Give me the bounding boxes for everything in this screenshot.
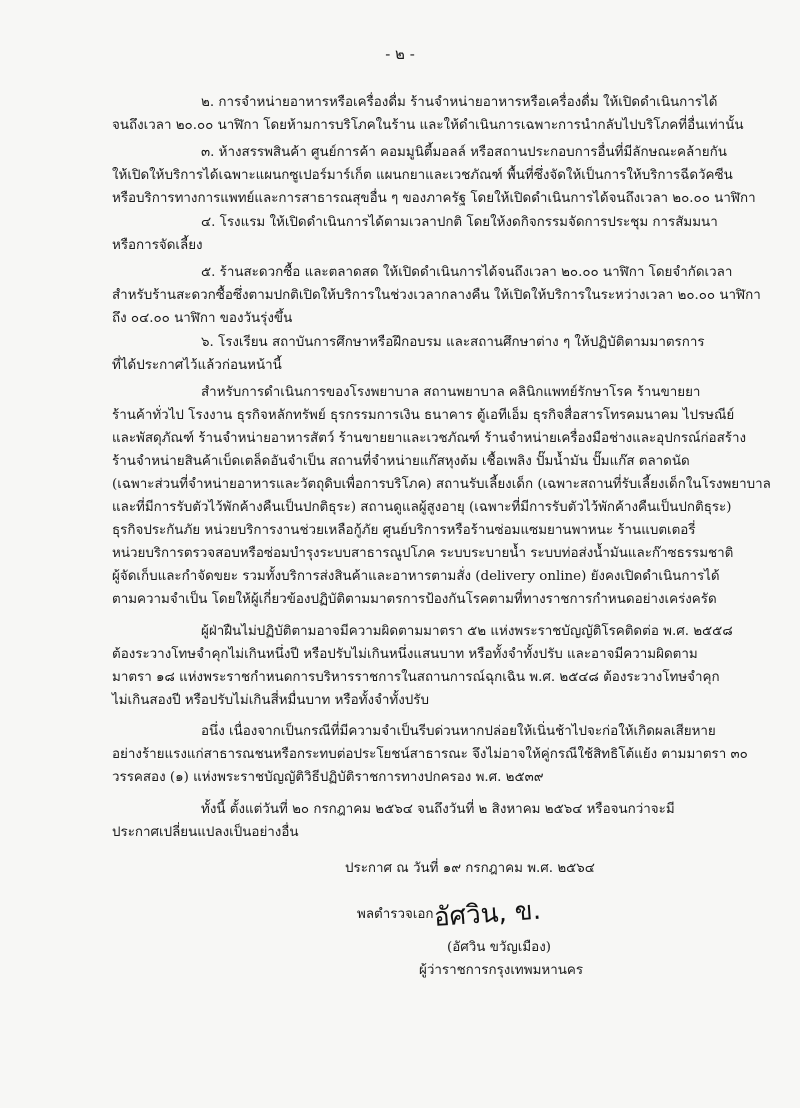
text-line: ร้านค้าทั่วไป โรงงาน ธุรกิจหลักทรัพย์ ธุรกรรมการเงิน ธนาคาร ตู้เอทีเอ็ม ธุรกิจสื่อสารโทรคมนาคม ไปรษณีย์ <box>112 408 735 423</box>
text-line: ผู้ฝ่าฝืนไม่ปฏิบัติตามอาจมีความผิดตามมาตรา ๕๒ แห่งพระราชบัญญัติโรคติดต่อ พ.ศ. ๒๕๕๘ <box>201 624 733 639</box>
text-line: ๕. ร้านสะดวกซื้อ และตลาดสด ให้เปิดดำเนินการได้จนถึงเวลา ๒๐.๐๐ นาฬิกา โดยจำกัดเวลา <box>201 265 733 280</box>
text-line: ผู้จัดเก็บและกำจัดขยะ รวมทั้งบริการส่งสินค้าและอาหารตามสั่ง (delivery online) ยังคงเปิดดำเนินการได้ <box>112 569 720 584</box>
text-line: ตามความจำเป็น โดยให้ผู้เกี่ยวข้องปฏิบัติตามมาตรการป้องกันโรคตามที่ทางราชการกำหนดอย่างเคร่งครัด <box>112 592 717 607</box>
signer-rank: พลตำรวจเอก <box>357 907 434 922</box>
text-line: ทั้งนี้ ตั้งแต่วันที่ ๒๐ กรกฎาคม ๒๕๖๔ จนถึงวันที่ ๒ สิงหาคม ๒๕๖๔ หรือจนกว่าจะมี <box>201 802 675 817</box>
text-line: ประกาศเปลี่ยนแปลงเป็นอย่างอื่น <box>112 825 299 840</box>
announcement-date: ประกาศ ณ วันที่ ๑๙ กรกฎาคม พ.ศ. ๒๕๖๔ <box>345 861 595 876</box>
text-line: ที่ได้ประกาศไว้แล้วก่อนหน้านี้ <box>112 358 282 373</box>
signer-name: (อัศวิน ขวัญเมือง) <box>447 940 551 955</box>
text-line: และพัสดุภัณฑ์ ร้านจำหน่ายอาหารสัตว์ ร้านขายยาและเวชภัณฑ์ ร้านจำหน่ายเครื่องมือช่างและอุปกรณ์ก่อสร้าง <box>112 431 747 446</box>
text-line: ๖. โรงเรียน สถาบันการศึกษาหรือฝึกอบรม และสถานศึกษาต่าง ๆ ให้ปฏิบัติตามมาตรการ <box>201 335 705 350</box>
signer-title: ผู้ว่าราชการกรุงเทพมหานคร <box>419 963 584 978</box>
text-line: ๔. โรงแรม ให้เปิดดำเนินการได้ตามเวลาปกติ โดยให้งดกิจกรรมจัดการประชุม การสัมมนา <box>201 215 718 230</box>
text-line: สำหรับร้านสะดวกซื้อซึ่งตามปกติเปิดให้บริการในช่วงเวลากลางคืน ให้เปิดให้บริการในระหว่างเวลา ๒๐.๐๐ นาฬิกา <box>112 288 761 303</box>
text-line: วรรคสอง (๑) แห่งพระราชบัญญัติวิธีปฏิบัติราชการทางปกครอง พ.ศ. ๒๕๓๙ <box>112 770 544 785</box>
text-line: อนึ่ง เนื่องจากเป็นกรณีที่มีความจำเป็นรีบด่วนหากปล่อยให้เนิ่นช้าไปจะก่อให้เกิดผลเสียหาย <box>201 724 716 739</box>
text-line: มาตรา ๑๘ แห่งพระราชกำหนดการบริหารราชการในสถานการณ์ฉุกเฉิน พ.ศ. ๒๕๔๘ ต้องระวางโทษจำคุก <box>112 670 720 685</box>
text-line: สำหรับการดำเนินการของโรงพยาบาล สถานพยาบาล คลินิกแพทย์รักษาโรค ร้านขายยา <box>201 385 701 400</box>
signature: อัศวิน, ข. <box>432 895 542 933</box>
text-line: จนถึงเวลา ๒๐.๐๐ นาฬิกา โดยห้ามการบริโภคในร้าน และให้ดำเนินการเฉพาะการนำกลับไปบริโภคที่อื่นเท่านั้น <box>112 118 744 133</box>
text-line: ถึง ๐๔.๐๐ นาฬิกา ของวันรุ่งขึ้น <box>112 311 293 326</box>
text-line: ๓. ห้างสรรพสินค้า ศูนย์การค้า คอมมูนิตี้มอลล์ หรือสถานประกอบการอื่นที่มีลักษณะคล้ายกัน <box>201 145 727 160</box>
text-line: หรือการจัดเลี้ยง <box>112 238 203 253</box>
text-line: (เฉพาะส่วนที่จำหน่ายอาหารและวัตถุดิบเพื่อการบริโภค) สถานรับเลี้ยงเด็ก (เฉพาะสถานที่รับเลี้ยงเด็กในโรงพยาบาล <box>112 477 771 492</box>
text-line: หน่วยบริการตรวจสอบหรือซ่อมบำรุงระบบสาธารณูปโภค ระบบระบายน้ำ ระบบท่อส่งน้ำมันและก๊าซธรรมชาติ <box>112 546 734 561</box>
page-number: - ๒ - <box>385 45 415 63</box>
text-line: อย่างร้ายแรงแก่สาธารณชนหรือกระทบต่อประโยชน์สาธารณะ จึงไม่อาจให้คู่กรณีใช้สิทธิโต้แย้ง ตามมาตรา ๓๐ <box>112 747 748 762</box>
text-line: ต้องระวางโทษจำคุกไม่เกินหนึ่งปี หรือปรับไม่เกินหนึ่งแสนบาท หรือทั้งจำทั้งปรับ และอาจมีความผิดตาม <box>112 647 698 662</box>
text-line: และที่มีการรับตัวไว้พักค้างคืนเป็นปกติธุระ) สถานดูแลผู้สูงอายุ (เฉพาะที่มีการรับตัวไว้พักค้างคืนเป็นปกติธุระ) <box>112 500 732 515</box>
text-line: ไม่เกินสองปี หรือปรับไม่เกินสี่หมื่นบาท หรือทั้งจำทั้งปรับ <box>112 693 429 708</box>
text-line: ให้เปิดให้บริการได้เฉพาะแผนกซูเปอร์มาร์เก็ต แผนกยาและเวชภัณฑ์ พื้นที่ซึ่งจัดให้เป็นการให้บริการฉีดวัคซีน <box>112 168 733 183</box>
text-line: ธุรกิจประกันภัย หน่วยบริการงานช่วยเหลือกู้ภัย ศูนย์บริการหรือร้านซ่อมแซมยานพาหนะ ร้านแบตเตอรี่ <box>112 523 696 538</box>
text-line: หรือบริการทางการแพทย์และการสาธารณสุขอื่น ๆ ของภาครัฐ โดยให้เปิดดำเนินการได้จนถึงเวลา ๒๐.๐๐ นาฬิกา <box>112 191 756 206</box>
text-line: ๒. การจำหน่ายอาหารหรือเครื่องดื่ม ร้านจำหน่ายอาหารหรือเครื่องดื่ม ให้เปิดดำเนินการได้ <box>201 95 718 110</box>
text-line: ร้านจำหน่ายสินค้าเบ็ดเตล็ดอันจำเป็น สถานที่จำหน่ายแก๊สหุงต้ม เชื้อเพลิง ปั๊มน้ำมัน ปั๊มแก๊ส ตลาดนัด <box>112 454 690 469</box>
